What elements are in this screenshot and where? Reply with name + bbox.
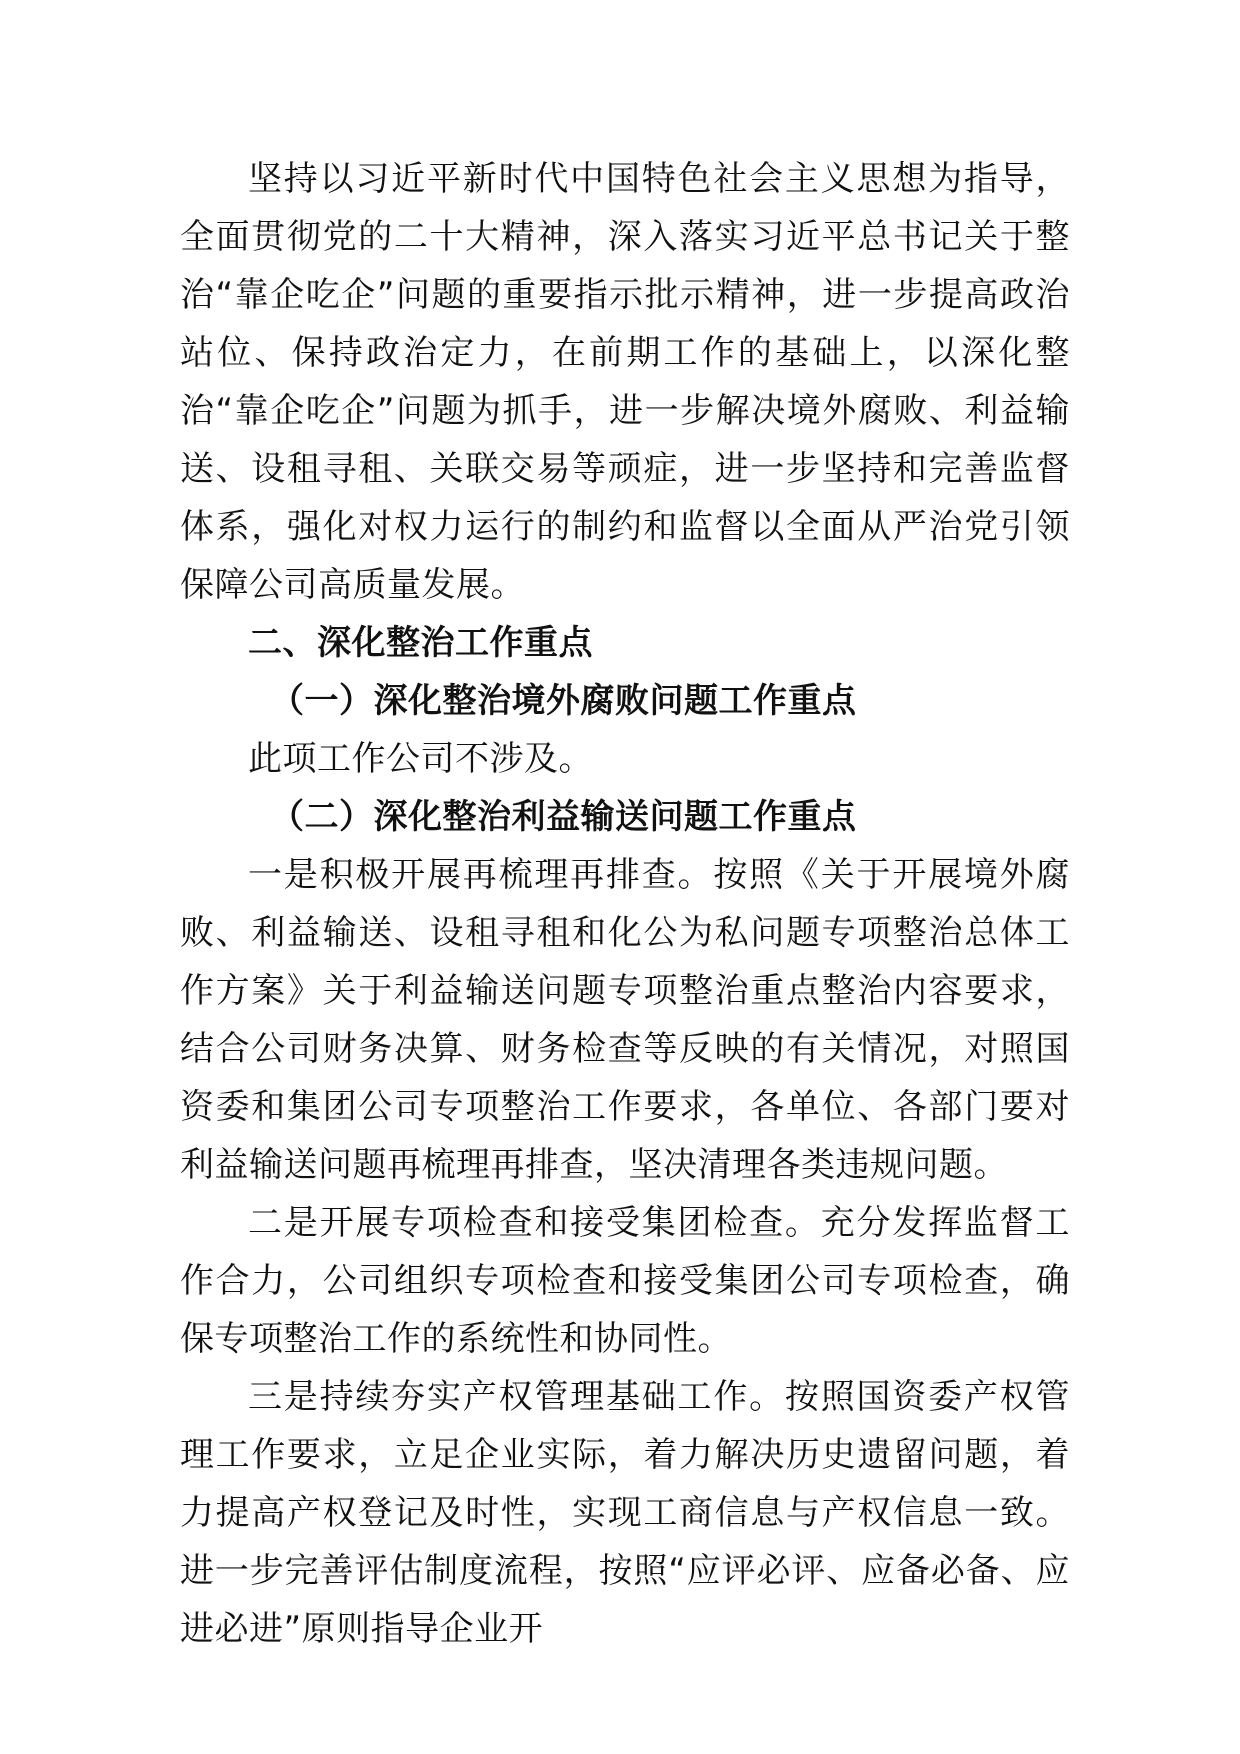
item-paragraph-3: 三是持续夯实产权管理基础工作。按照国资委产权管理工作要求，立足企业实际，着力解决历史遗留问题，着力提高产权登记及时性，实现工商信息与产权信息一致。进一步完善评估制度流程，按照“应评必评、应备必备、应进必进”原则指导企业开	[180, 1377, 1070, 1649]
intro-paragraph: 坚持以习近平新时代中国特色社会主义思想为指导，全面贯彻党的二十大精神，深入落实习近平总书记关于整治“靠企吃企”问题的重要指示批示精神，进一步提高政治站位、保持政治定力，在前期工作的基础上，以深化整治“靠企吃企”问题为抓手，进一步解决境外腐败、利益输送、设租寻租、关联交易等顽症，进一步坚持和完善监督体系，强化对权力运行的制约和监督以全面从严治党引领保障公司高质量发展。	[180, 159, 1070, 605]
item-paragraph-1: 一是积极开展再梳理再排查。按照《关于开展境外腐败、利益输送、设租寻租和化公为私问题专项整治总体工作方案》关于利益输送问题专项整治重点整治内容要求，结合公司财务决算、财务检查等反映的有关情况，对照国资委和集团公司专项整治工作要求，各单位、各部门要对利益输送问题再梳理再排查，坚决清理各类违规问题。	[180, 855, 1070, 1185]
subsection-heading-1: （一）深化整治境外腐败问题工作重点	[270, 681, 857, 721]
document-body	[180, 150, 1070, 1658]
section-heading: 二、深化整治工作重点	[248, 623, 593, 663]
item-paragraph-2: 二是开展专项检查和接受集团检查。充分发挥监督工作合力，公司组织专项检查和接受集团公司专项检查，确保专项整治工作的系统性和协同性。	[180, 1203, 1070, 1359]
subsection-body-1: 此项工作公司不涉及。	[248, 739, 593, 779]
subsection-heading-2: （二）深化整治利益输送问题工作重点	[270, 797, 857, 837]
